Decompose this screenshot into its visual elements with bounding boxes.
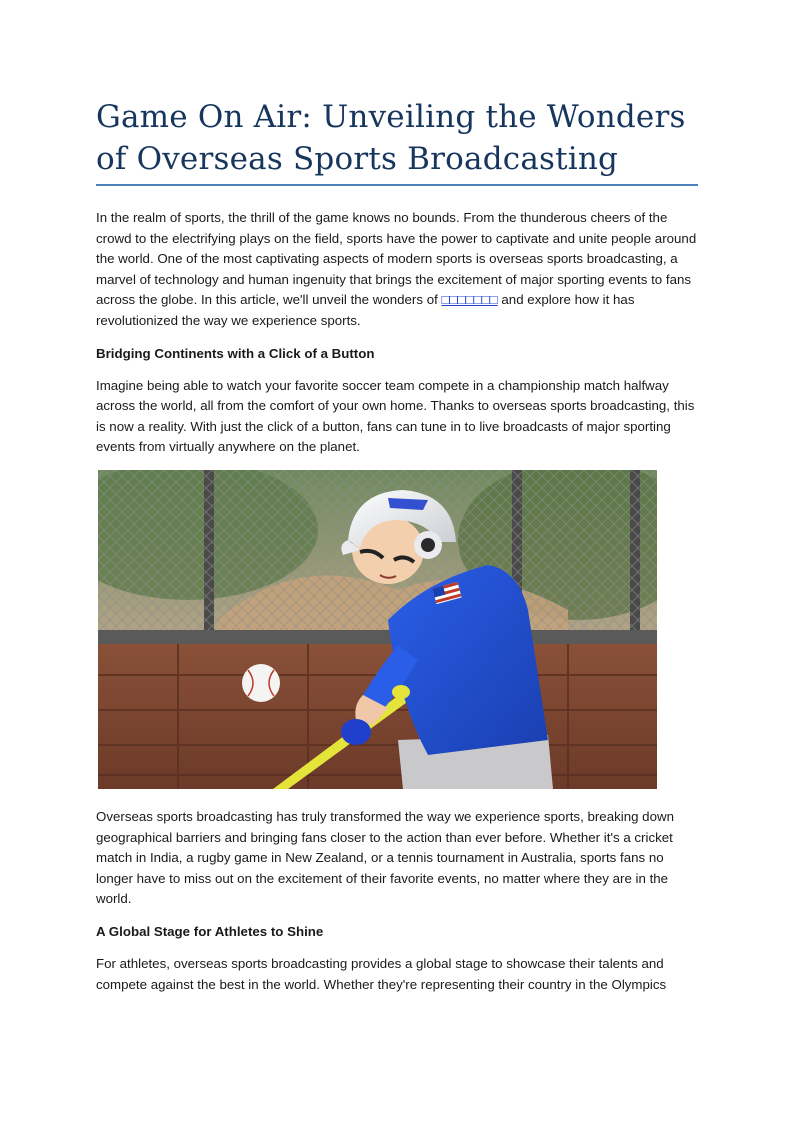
- title-divider: [96, 184, 698, 186]
- section-heading-bridging: Bridging Continents with a Click of a Button: [96, 345, 375, 361]
- intro-text-end: and explore how it has revolutionized the way we experience sports.: [96, 292, 635, 328]
- section-heading-global-stage: A Global Stage for Athletes to Shine: [96, 923, 324, 939]
- baseball-batter-photo: [98, 470, 657, 789]
- inline-link[interactable]: □□□□□□□: [441, 292, 498, 308]
- section2-paragraph-1: For athletes, overseas sports broadcasting provides a global stage to showcase their talents and compete against the best in the world. Whether they're representing their country in the Olympics: [96, 955, 667, 992]
- page-title: Game On Air: Unveiling the Wonders of Overseas Sports Broadcasting: [96, 99, 686, 177]
- intro-text-start: In the realm of sports, the thrill of the game knows no bounds. From the thunderous cheers of the crowd to the electrifying plays on the field, sports have the power to captivate and unite people around the world. One of the most captivating aspects of modern sports is overseas sports broadcasting, a marvel of technology and human ingenuity that brings the excitement of major sporting events to fans across the globe. In this article, we'll unveil the wonders of: [96, 210, 697, 308]
- intro-paragraph: [96, 208, 698, 332]
- section1-paragraph-1: Imagine being able to watch your favorite soccer team compete in a championship match halfway across the world, all from the comfort of your own home. Thanks to overseas sports broadcasting, this is now a reality. With just the click of a button, fans can tune in to live broadcasts of major sporting events from virtually anywhere on the planet.: [96, 377, 695, 455]
- section1-paragraph-2: Overseas sports broadcasting has truly transformed the way we experience sports, breaking down geographical barriers and bringing fans closer to the action than ever before. Whether it's a cricket match in India, a rugby game in New Zealand, or a tennis tournament in Australia, sports fans no longer have to miss out on the excitement of their favorite events, no matter where they are in the world.: [96, 808, 674, 907]
- document-page: [96, 96, 698, 1007]
